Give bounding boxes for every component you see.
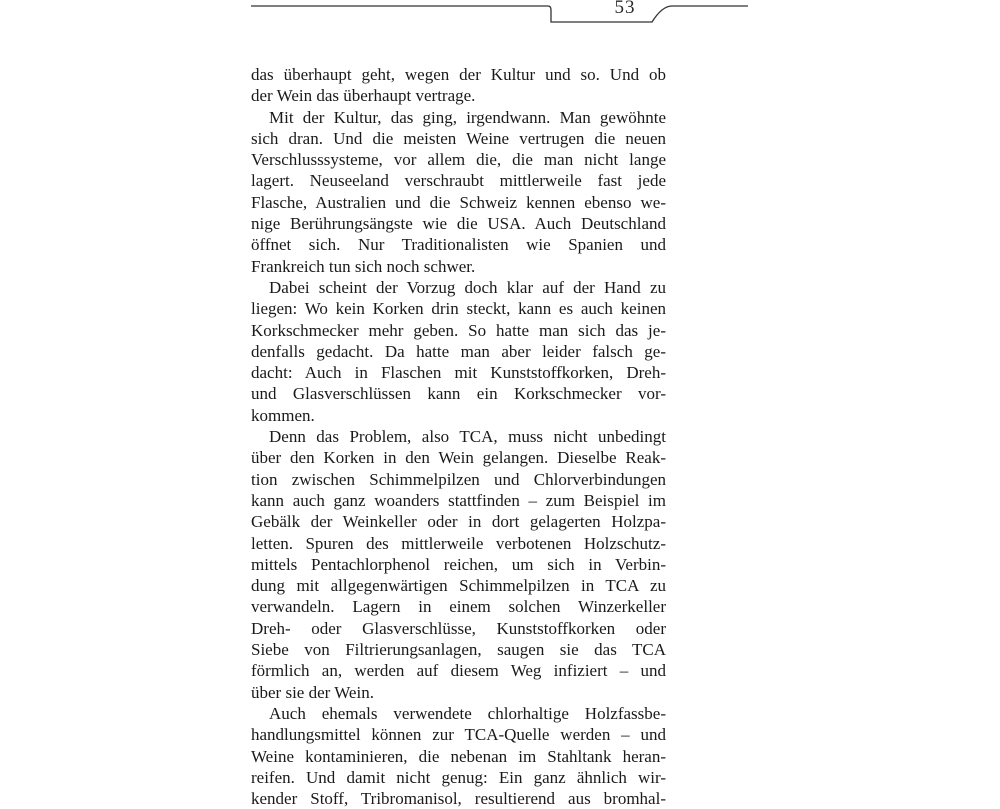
text-line: kann auch ganz woanders stattfinden – zum Beispiel im — [251, 490, 666, 510]
text-line: über sie der Wein. — [251, 682, 374, 702]
text-line: reifen. Und damit nicht genug: Ein ganz ähnlich wir- — [251, 767, 666, 787]
text-line: kender Stoff, Tribromanisol, resultierend aus bromhal- — [251, 789, 666, 809]
text-line: letten. Spuren des mittlerweile verbotenen Holzschutz- — [251, 533, 666, 553]
paragraph-4 — [251, 426, 666, 703]
text-line: verwandeln. Lagern in einem solchen Winzerkeller — [251, 597, 666, 617]
text-line: Weine kontaminieren, die nebenan im Stahltank heran- — [251, 746, 666, 766]
text-line: lagert. Neuseeland verschraubt mittlerweile fast jede — [251, 171, 666, 191]
text-line: das überhaupt geht, wegen der Kultur und so. Und ob — [251, 65, 666, 84]
text-line: öffnet sich. Nur Traditionalisten wie Spanien und — [251, 235, 666, 255]
text-line: Denn das Problem, also TCA, muss nicht unbedingt — [269, 427, 666, 447]
page-number: 53 — [614, 0, 636, 18]
text-line: Dreh- oder Glasverschlüsse, Kunststoffkorken oder — [251, 618, 666, 638]
text-line: und Glasverschlüssen kann ein Korkschmecker vor- — [251, 384, 666, 404]
text-line: Gebälk der Weinkeller oder in dort gelagerten Holzpa- — [251, 512, 666, 532]
text-line: Dabei scheint der Vorzug doch klar auf der Hand zu — [269, 277, 666, 297]
paragraph-3 — [251, 277, 666, 426]
text-line: denfalls gedacht. Da hatte man aber leider falsch ge- — [251, 341, 666, 361]
paragraph-5 — [251, 703, 666, 809]
text-line: mittels Pentachlorphenol reichen, um sich in Verbin- — [251, 554, 666, 574]
text-line: nige Berührungsängste wie die USA. Auch Deutschland — [251, 214, 666, 234]
text-line: der Wein das überhaupt vertrage. — [251, 86, 476, 106]
paragraph-2 — [251, 107, 666, 277]
text-line: Korkschmecker mehr geben. So hatte man sich das je- — [251, 320, 666, 340]
text-line: Flasche, Australien und die Schweiz kennen ebenso we- — [251, 192, 666, 212]
text-line: förmlich an, werden auf diesem Weg infiziert – und — [251, 661, 666, 681]
body-text — [251, 64, 666, 809]
paragraph-1 — [251, 64, 666, 107]
text-line: Frankreich tun sich noch schwer. — [251, 256, 476, 276]
text-line: liegen: Wo kein Korken drin steckt, kann es auch keinen — [251, 299, 666, 319]
text-line: Mit der Kultur, das ging, irgendwann. Man gewöhnte — [269, 107, 666, 127]
text-line: kommen. — [251, 405, 315, 425]
header-rule — [0, 0, 1000, 30]
text-line: Auch ehemals verwendete chlorhaltige Holzfassbe- — [269, 703, 666, 723]
header-rule-line — [251, 6, 748, 22]
text-line: handlungsmittel können zur TCA-Quelle werden – und — [251, 725, 666, 745]
text-line: dacht: Auch in Flaschen mit Kunststoffkorken, Dreh- — [251, 363, 666, 383]
text-line: Siebe von Filtrierungsanlagen, saugen sie das TCA — [251, 640, 666, 660]
text-line: tion zwischen Schimmelpilzen und Chlorverbindungen — [251, 469, 666, 489]
text-line: über den Korken in den Wein gelangen. Dieselbe Reak- — [251, 448, 666, 468]
text-line: dung mit allgegenwärtigen Schimmelpilzen in TCA zu — [251, 576, 666, 596]
text-line: sich dran. Und die meisten Weine vertrugen die neuen — [251, 128, 666, 148]
text-line: Verschlusssysteme, vor allem die, die man nicht lange — [251, 150, 666, 170]
